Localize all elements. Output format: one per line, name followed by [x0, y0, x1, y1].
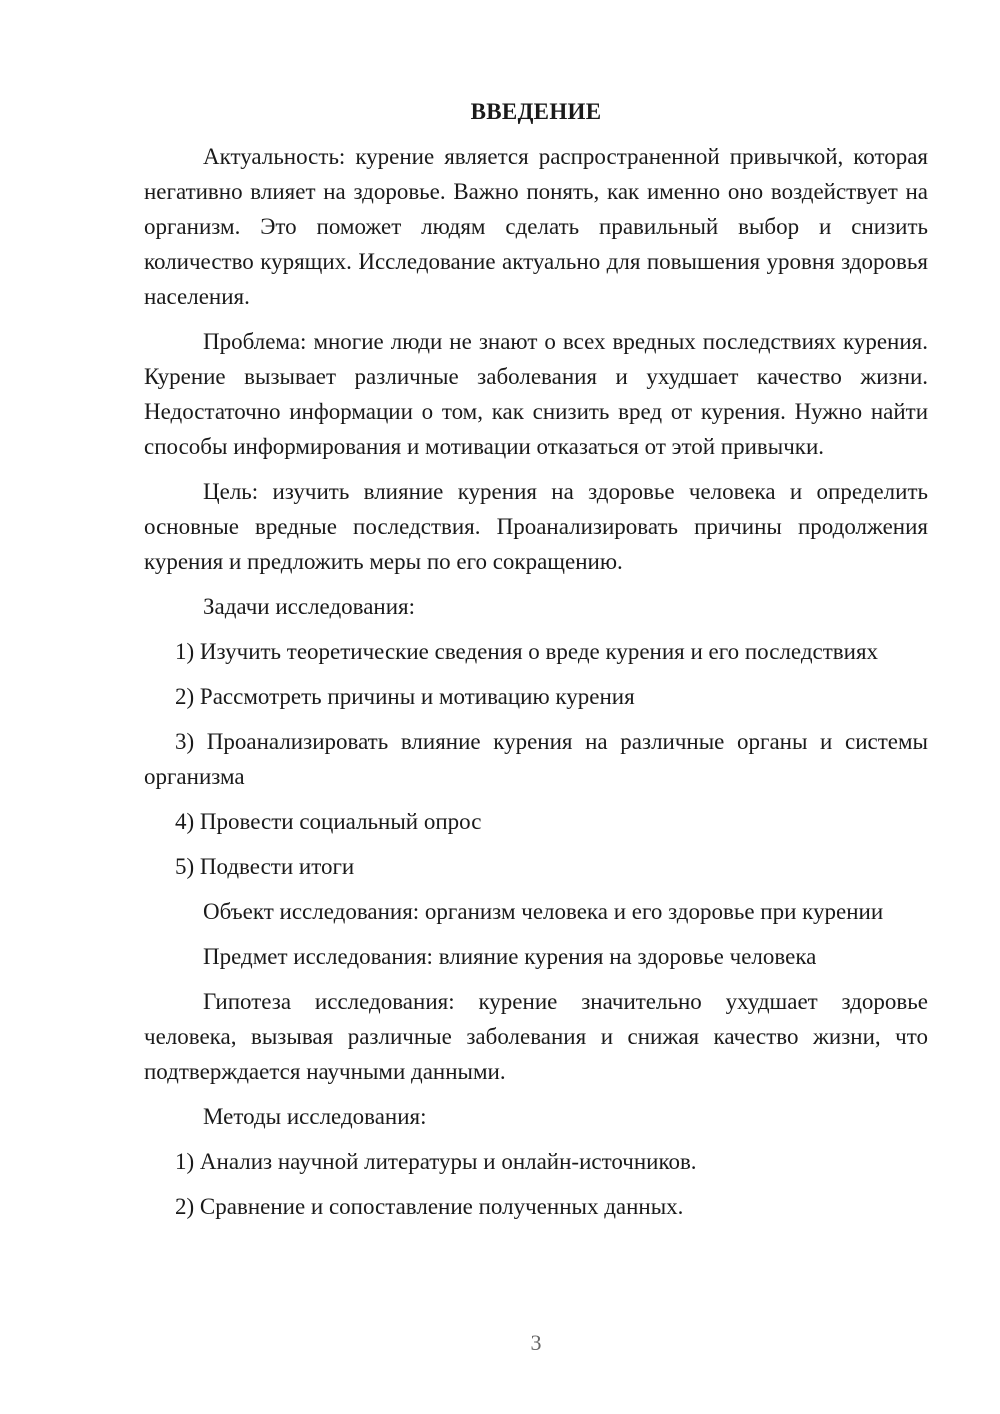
page-content	[144, 94, 928, 1234]
task-item-4: 4) Провести социальный опрос	[175, 809, 482, 834]
problem-paragraph: Проблема: многие люди не знают о всех вредных последствиях курения. Курение вызывает различные заболевания и ухудшает качество жизни. Недостаточно информации о том, как снизить вред от курения. Нужно найти способы информирования и мотивации отказаться от этой привычки.	[144, 329, 928, 459]
relevance-paragraph: Актуальность: курение является распространенной привычкой, которая негативно влияет на здоровье. Важно понять, как именно оно воздействует на организм. Это поможет людям сделать правильный выбор и снизить количество курящих. Исследование актуально для повышения уровня здоровья населения.	[144, 144, 928, 309]
section-title: ВВЕДЕНИЕ	[470, 99, 602, 124]
task-item-2: 2) Рассмотреть причины и мотивацию курения	[175, 684, 635, 709]
tasks-heading: Задачи исследования:	[203, 594, 416, 619]
page-number: 3	[530, 1330, 542, 1355]
task-item-5: 5) Подвести итоги	[175, 854, 355, 879]
method-item-2: 2) Сравнение и сопоставление полученных данных.	[175, 1194, 684, 1219]
methods-heading: Методы исследования:	[203, 1104, 427, 1129]
object-paragraph: Объект исследования: организм человека и его здоровье при курении	[203, 899, 884, 924]
hypothesis-paragraph: Гипотеза исследования: курение значительно ухудшает здоровье человека, вызывая различные заболевания и снижая качество жизни, что подтверждается научными данными.	[144, 989, 928, 1084]
task-item-1: 1) Изучить теоретические сведения о вреде курения и его последствиях	[175, 639, 879, 664]
goal-paragraph: Цель: изучить влияние курения на здоровье человека и определить основные вредные последствия. Проанализировать причины продолжения курения и предложить меры по его сокращению.	[144, 479, 928, 574]
method-item-1: 1) Анализ научной литературы и онлайн-источников.	[175, 1149, 697, 1174]
task-item-3: 3) Проанализировать влияние курения на различные органы и системы организма	[144, 729, 928, 789]
subject-paragraph: Предмет исследования: влияние курения на здоровье человека	[203, 944, 817, 969]
